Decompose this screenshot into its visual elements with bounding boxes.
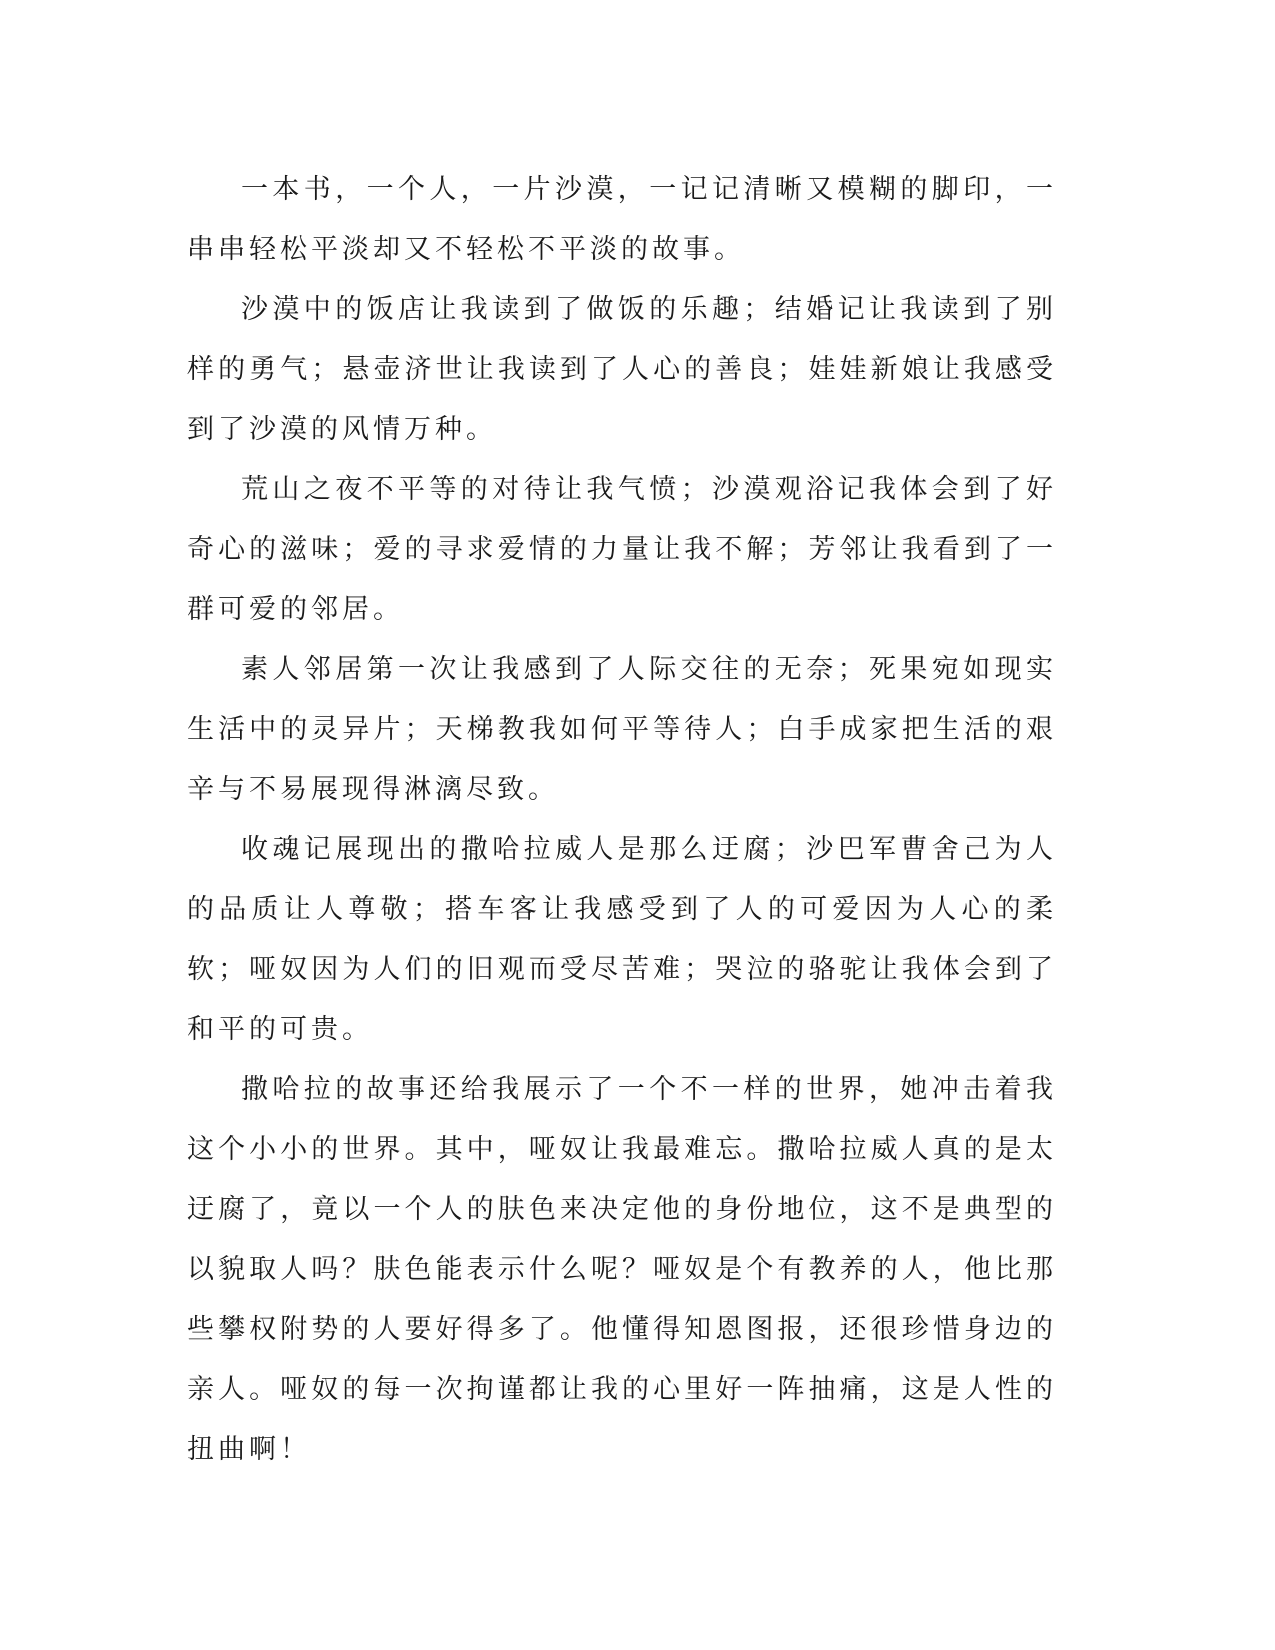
paragraph-2: 沙漠中的饭店让我读到了做饭的乐趣；结婚记让我读到了别样的勇气；悬壶济世让我读到了人心的善良；娃娃新娘让我感受到了沙漠的风情万种。 — [187, 294, 1057, 445]
document-body — [187, 160, 1057, 1480]
paragraph-5: 收魂记展现出的撒哈拉威人是那么迂腐；沙巴军曹舍己为人的品质让人尊敬；搭车客让我感受到了人的可爱因为人心的柔软；哑奴因为人们的旧观而受尽苦难；哭泣的骆驼让我体会到了和平的可贵。 — [187, 834, 1057, 1045]
paragraph-6: 撒哈拉的故事还给我展示了一个不一样的世界，她冲击着我这个小小的世界。其中，哑奴让我最难忘。撒哈拉威人真的是太迂腐了，竟以一个人的肤色来决定他的身份地位，这不是典型的以貌取人吗？肤色能表示什么呢？哑奴是个有教养的人，他比那些攀权附势的人要好得多了。他懂得知恩图报，还很珍惜身边的亲人。哑奴的每一次拘谨都让我的心里好一阵抽痛，这是人性的扭曲啊！ — [187, 1074, 1057, 1465]
paragraph-3: 荒山之夜不平等的对待让我气愤；沙漠观浴记我体会到了好奇心的滋味；爱的寻求爱情的力量让我不解；芳邻让我看到了一群可爱的邻居。 — [187, 474, 1057, 625]
paragraph-4: 素人邻居第一次让我感到了人际交往的无奈；死果宛如现实生活中的灵异片；天梯教我如何平等待人；白手成家把生活的艰辛与不易展现得淋漓尽致。 — [187, 654, 1057, 805]
paragraph-1: 一本书，一个人，一片沙漠，一记记清晰又模糊的脚印，一串串轻松平淡却又不轻松不平淡的故事。 — [187, 174, 1057, 265]
